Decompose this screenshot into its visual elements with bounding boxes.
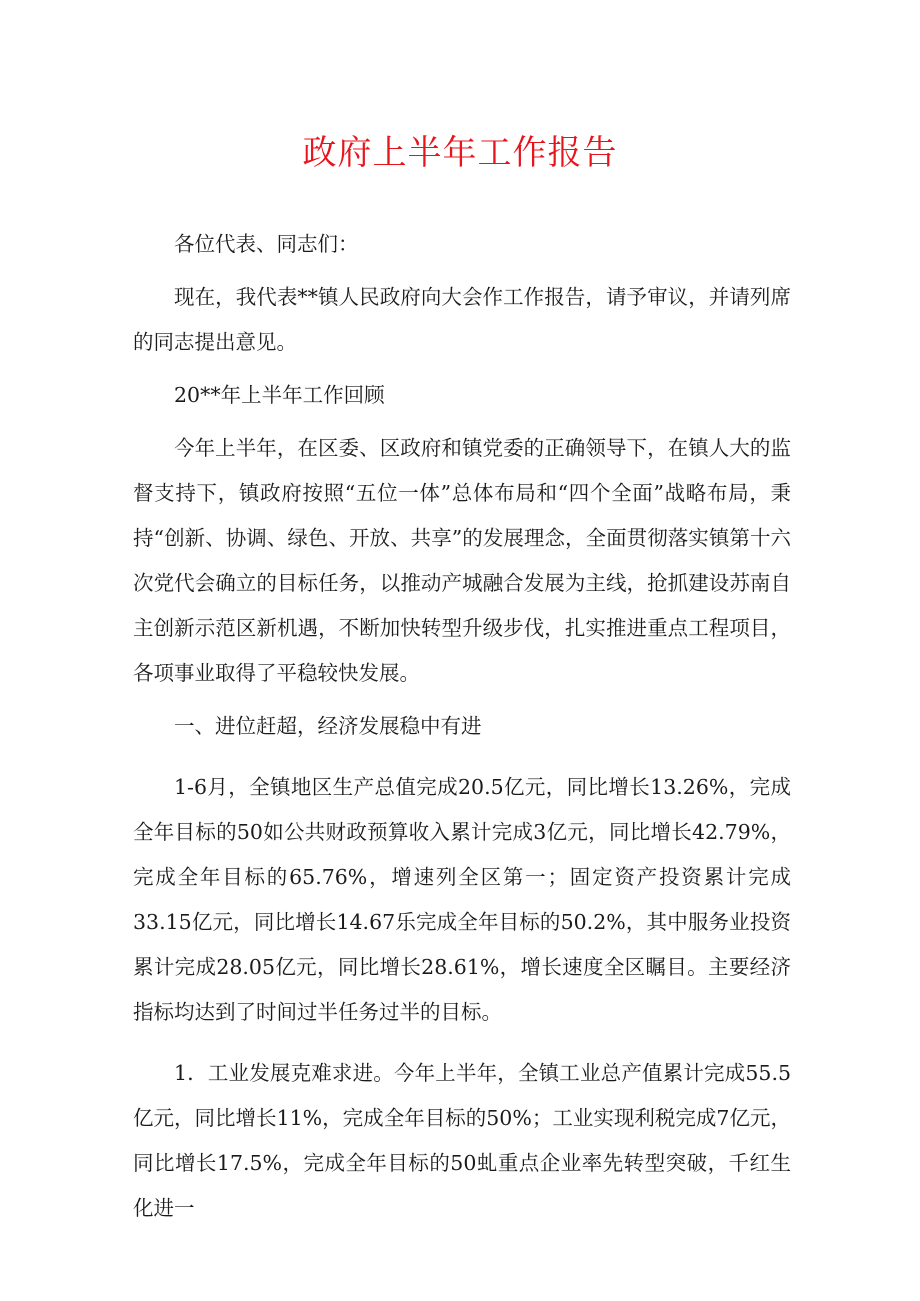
section-heading-economy: 一、进位赶超，经济发展稳中有进 — [174, 714, 482, 738]
paragraph-intro: 现在，我代表**镇人民政府向大会作工作报告，请予审议，并请列席的同志提出意见。 — [133, 285, 791, 354]
document-title: 政府上半年工作报告 — [302, 133, 618, 173]
section-heading-review: 20**年上半年工作回顾 — [174, 383, 385, 407]
salutation: 各位代表、同志们： — [174, 232, 359, 256]
paragraph-economic-indicators: 1-6月，全镇地区生产总值完成20.5亿元，同比增长13.26%，完成全年目标的50如公共财政预算收入累计完成3亿元，同比增长42.79%，完成全年目标的65.76%，增速列全区第一；固定资产投资累计完成33.15亿元，同比增长14.67乐完成全年目标的50.2%，其中服务业投资累计完成28.05亿元，同比增长28.61%，增长速度全区瞩目。主要经济指标均达到了时间过半任务过半的目标。 — [133, 775, 791, 1024]
paragraph-industry: 1．工业发展克难求进。今年上半年，全镇工业总产值累计完成55.5亿元，同比增长11%，完成全年目标的50%；工业实现利税完成7亿元，同比增长17.5%，完成全年目标的50虬重点企业率先转型突破，千红生化进一 — [133, 1061, 791, 1220]
paragraph-overview: 今年上半年，在区委、区政府和镇党委的正确领导下，在镇人大的监督支持下，镇政府按照“五位一体”总体布局和“四个全面”战略布局，秉持“创新、协调、绿色、开放、共享”的发展理念，全面贯彻落实镇第十六次党代会确立的目标任务，以推动产城融合发展为主线，抢抓建设苏南自主创新示范区新机遇，不断加快转型升级步伐，扎实推进重点工程项目，各项事业取得了平稳较快发展。 — [133, 436, 791, 685]
document-body — [133, 222, 791, 1247]
